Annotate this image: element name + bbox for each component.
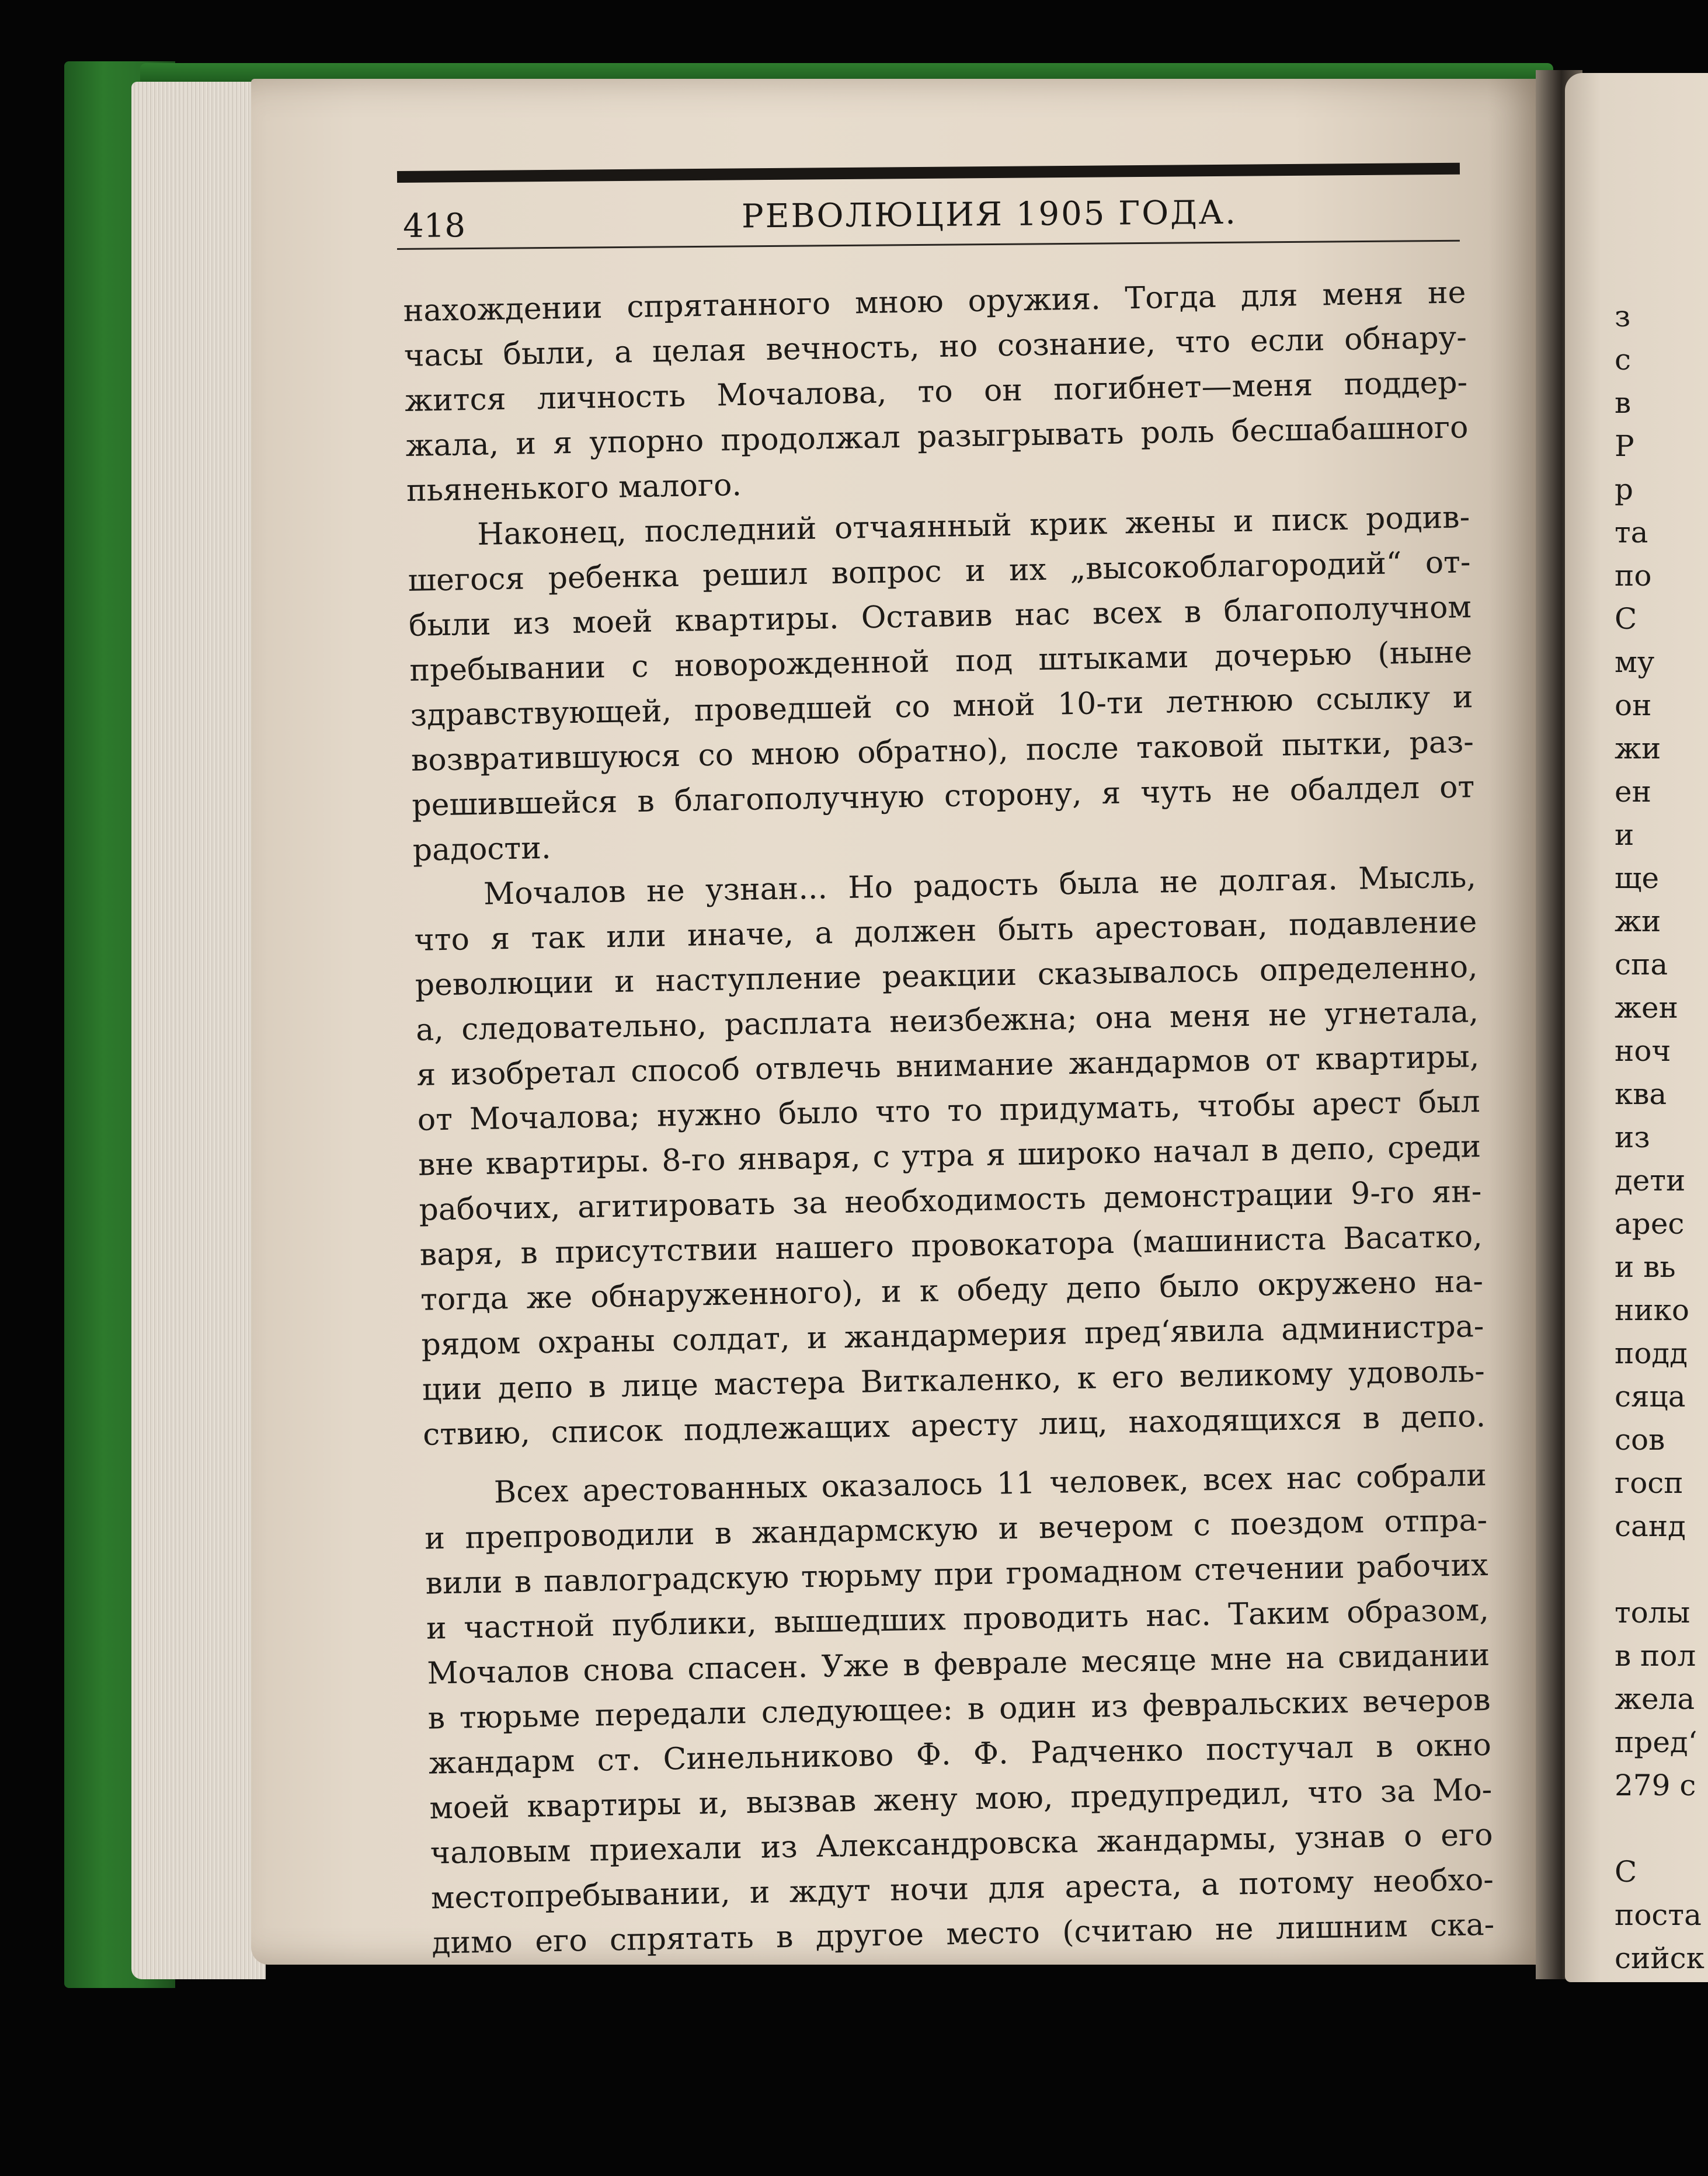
right-fragment: сяца [1615, 1380, 1686, 1413]
body-text [403, 270, 1495, 1966]
text-line: шегося ребенка решил вопрос и их „высокоблагородий“ от- [408, 545, 1471, 598]
right-fragment: толы [1615, 1596, 1690, 1630]
text-line: ствию, список подлежащих аресту лиц, находящихся в депо. [422, 1398, 1486, 1453]
right-fragment: в [1615, 386, 1632, 420]
running-head: РЕВОЛЮЦИЯ 1905 ГОДА. [741, 193, 1238, 236]
text-line: Мочалов снова спасен. Уже в феврале месяце мне на свидании [426, 1637, 1490, 1691]
right-fragment: из [1615, 1120, 1650, 1154]
text-line: пьяненького малого. [406, 467, 742, 509]
text-line: моей квартиры и, вызвав жену мою, предупредил, что за Мо- [429, 1772, 1493, 1826]
right-fragment: сийск [1615, 1941, 1704, 1975]
right-fragment: и [1615, 818, 1634, 852]
text-line: решившейся в благополучную сторону, я чуть не обалдел от [411, 770, 1475, 823]
right-page-text [1615, 295, 1708, 1980]
text-line: радости. [412, 830, 551, 868]
right-fragment: ен [1615, 775, 1651, 809]
text-line: от Мочалова; нужно было что то придумать, чтобы арест был [417, 1084, 1481, 1138]
right-fragment: сов [1615, 1423, 1665, 1457]
text-line: местопребывании, и ждут ночи для ареста, а потому необхо- [430, 1862, 1494, 1916]
right-fragment: с [1615, 343, 1632, 377]
right-fragment: госп [1615, 1466, 1683, 1500]
page-edges [131, 82, 266, 1979]
text-line: и препроводили в жандармскую и вечером с поездом отпра- [424, 1502, 1488, 1557]
text-line: революции и наступление реакции сказывалось определенно, [415, 949, 1479, 1003]
right-fragment: С [1615, 1855, 1637, 1889]
text-line: жала, и я упорно продолжал разыгрывать роль бесшабашного [405, 410, 1469, 464]
text-line: часы были, а целая вечность, но сознание, что если обнару- [403, 320, 1467, 374]
text-line: были из моей квартиры. Оставив нас всех в благополучном [408, 590, 1472, 643]
text-line: и частной публики, вышедших проводить нас. Таким образом, [426, 1592, 1490, 1646]
text-line: а, следовательно, расплата неизбежна; она меня не угнетала, [415, 994, 1479, 1048]
right-fragment: спа [1615, 948, 1668, 981]
right-fragment: санд [1615, 1509, 1686, 1543]
right-fragment: дети [1615, 1164, 1686, 1197]
right-fragment: пред‘ [1615, 1725, 1697, 1759]
text-line: пребывании с новорожденной под штыками дочерью (ныне [409, 635, 1473, 688]
right-fragment: му [1615, 645, 1655, 679]
text-line: ции депо в лице мастера Виткаленко, к его великому удоволь- [422, 1353, 1486, 1408]
text-line: нахождении спрятанного мною оружия. Тогда для меня не [403, 275, 1466, 329]
right-fragment: ще [1615, 861, 1660, 895]
right-fragment: жела [1615, 1682, 1695, 1716]
text-line: чаловым приехали из Александровска жандармы, узнав о его [430, 1817, 1494, 1871]
right-fragment: арес [1615, 1207, 1685, 1241]
text-line: в тюрьме передали следующее: в один из февральских вечеров [427, 1682, 1491, 1736]
text-line: возвратившуюся со мною обратно), после таковой пытки, раз- [411, 725, 1474, 778]
right-fragment: та [1615, 516, 1648, 549]
text-line: вне квартиры. 8-го января, с утра я широко начал в депо, среди [418, 1129, 1481, 1183]
text-line: рядом охраны солдат, и жандармерия пред‘явила администра- [421, 1308, 1484, 1363]
right-fragment: жен [1615, 991, 1678, 1025]
right-fragment: жи [1615, 732, 1661, 765]
text-line: я изобретал способ отвлечь внимание жандармов от квартиры, [416, 1039, 1480, 1093]
right-fragment: подд [1615, 1336, 1688, 1370]
text-line: вили в павлоградскую тюрьму при громадном стечении рабочих [425, 1547, 1488, 1601]
right-fragment: жи [1615, 904, 1661, 938]
right-fragment: з [1615, 300, 1631, 333]
page-number: 418 [402, 207, 466, 245]
text-line: жится личность Мочалова, то он погибнет—меня поддер- [404, 365, 1468, 419]
right-fragment: р [1615, 472, 1634, 506]
right-fragment [1615, 1548, 1708, 1591]
right-fragment: ква [1615, 1077, 1667, 1111]
text-line: что я так или иначе, а должен быть арестован, подавление [413, 904, 1477, 958]
right-fragment: по [1615, 559, 1652, 593]
right-fragment: ноч [1615, 1034, 1671, 1068]
right-fragment: Р [1615, 429, 1634, 463]
right-fragment: он [1615, 688, 1652, 722]
right-fragment: в пол [1615, 1639, 1696, 1673]
right-fragment: и вь [1615, 1250, 1676, 1284]
text-line: здравствующей, проведшей со мной 10-ти летнюю ссылку и [410, 680, 1474, 733]
right-fragment: 279 с [1615, 1768, 1696, 1802]
text-line: тогда же обнаруженного), и к обеду депо было окружено на- [420, 1263, 1484, 1318]
text-line: Мочалов не узнан... Но радость была не долгая. Мысль, [483, 859, 1477, 912]
text-line: варя, в присутствии нашего провокатора (машиниста Васатко, [419, 1218, 1483, 1273]
right-fragment: С [1615, 602, 1637, 636]
text-line: Наконец, последний отчаянный крик жены и писк родив- [476, 500, 1470, 552]
text-line: Всех арестованных оказалось 11 человек, всех нас собрали [493, 1457, 1487, 1510]
right-fragment: поста [1615, 1898, 1702, 1932]
text-line: димо его спрятать в другое место (считаю не лишним ска- [431, 1907, 1495, 1961]
text-line: рабочих, агитировать за необходимость демонстрации 9-го ян- [419, 1174, 1482, 1228]
page-header [403, 187, 1460, 248]
right-fragment: нико [1615, 1293, 1690, 1327]
right-fragment [1615, 1807, 1708, 1850]
text-line: жандарм ст. Синельниково Ф. Ф. Радченко постучал в окно [428, 1727, 1492, 1781]
